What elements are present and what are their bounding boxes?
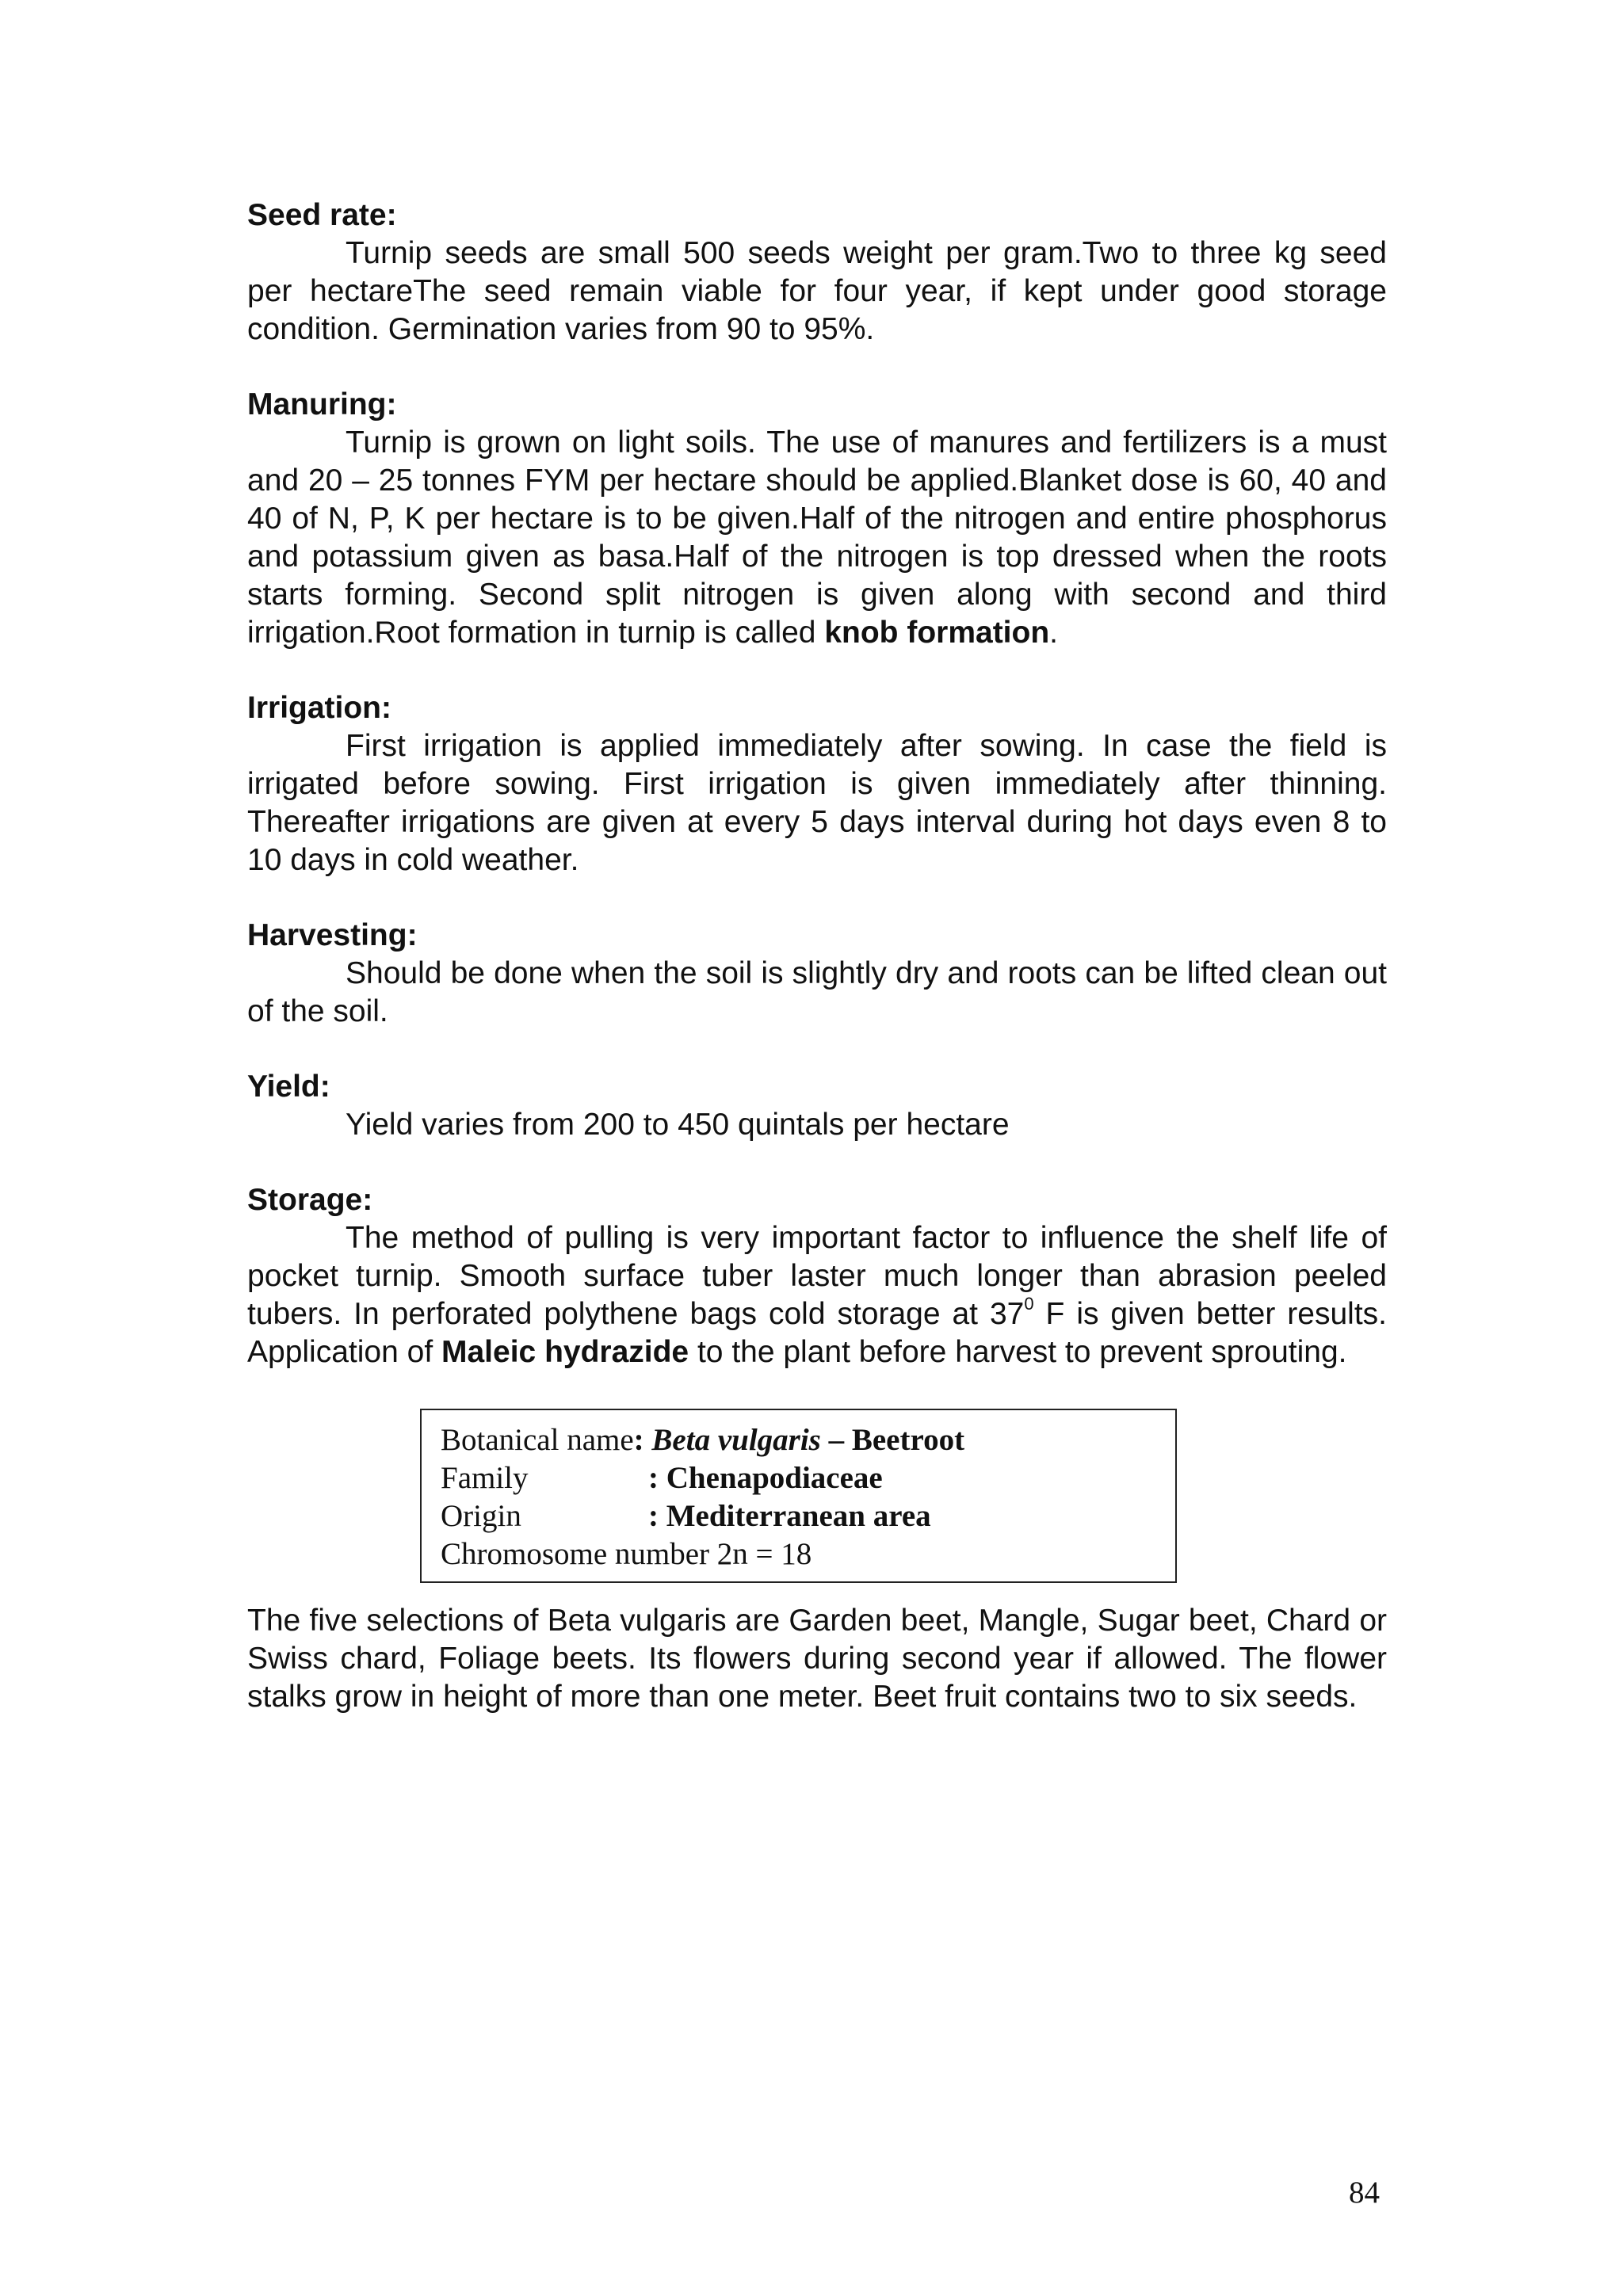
manuring-bold-term: knob formation	[824, 616, 1050, 650]
seed-rate-heading: Seed rate:	[247, 198, 397, 232]
seed-rate-text: Turnip seeds are small 500 seeds weight per gram.Two to three kg seed per hectareThe seed remain viable for four year, if kept under good storage condition. Germination varies from 90 to 95%.	[247, 236, 1387, 346]
botanical-name-common: – Beetroot	[820, 1423, 965, 1457]
irrigation-text: First irrigation is applied immediately after sowing. In case the field is irrigated before sowing. First irrigation is given immediately after thinning. Thereafter irrigations are given at every 5 days interval during hot days even 8 to 10 days in cold weather.	[247, 729, 1387, 877]
yield-heading: Yield:	[247, 1070, 330, 1104]
section-yield	[247, 1068, 1387, 1144]
manuring-text-main: Turnip is grown on light soils. The use of manures and fertilizers is a must and 20 – 25 tonnes FYM per hectare should be applied.Blanket dose is 60, 40 and 40 of N, P, K per hectare is to be given.Half of the nitrogen and entire phosphorus and potassium given as basa.Half of the nitrogen is top dressed when the roots starts forming. Second split nitrogen is given along with second and third irrigation.Root formation in turnip is called	[247, 425, 1387, 650]
storage-superscript: 0	[1024, 1294, 1034, 1314]
storage-text-part1: The method of pulling is very important factor to influence the shelf life of pocket turnip. Smooth surface tuber laster much longer than abrasion peeled tubers. In perforated polythene bags cold storage at 37	[247, 1221, 1387, 1331]
chromosome-row: Chromosome number 2n = 18	[441, 1537, 812, 1571]
page-number: 84	[1349, 2176, 1380, 2210]
closing-paragraph: The five selections of Beta vulgaris are Garden beet, Mangle, Sugar beet, Chard or Swiss chard, Foliage beets. Its flowers during second year if allowed. The flower stalks grow in height of more than one meter. Beet fruit contains two to six seeds.	[247, 1604, 1387, 1714]
botanical-name-scientific: Beta vulgaris	[651, 1423, 821, 1457]
manuring-text-end: .	[1049, 616, 1059, 650]
section-seed-rate	[247, 196, 1387, 349]
botanical-info-box	[420, 1409, 1177, 1583]
storage-heading: Storage:	[247, 1183, 373, 1217]
origin-label: Origin	[441, 1499, 521, 1533]
family-value: : Chenapodiaceae	[648, 1461, 883, 1495]
section-irrigation	[247, 689, 1387, 879]
page-content	[247, 196, 1387, 1747]
family-row	[441, 1459, 1156, 1497]
section-manuring	[247, 386, 1387, 652]
botanical-name-label: Botanical name	[441, 1423, 634, 1457]
manuring-heading: Manuring:	[247, 387, 397, 421]
botanical-name-row	[441, 1421, 1156, 1459]
section-storage	[247, 1181, 1387, 1371]
family-label: Family	[441, 1461, 529, 1495]
origin-value: : Mediterranean area	[648, 1499, 931, 1533]
harvesting-text: Should be done when the soil is slightly dry and roots can be lifted clean out of the soil.	[247, 956, 1387, 1028]
irrigation-heading: Irrigation:	[247, 691, 391, 725]
storage-text-part2: F is given better results. Application of	[247, 1297, 1387, 1369]
origin-row	[441, 1497, 1156, 1535]
storage-text	[247, 1219, 1387, 1371]
section-harvesting	[247, 917, 1387, 1031]
botanical-name-colon: :	[633, 1423, 652, 1457]
manuring-text	[247, 424, 1387, 652]
harvesting-heading: Harvesting:	[247, 918, 418, 952]
yield-text: Yield varies from 200 to 450 quintals per hectare	[346, 1108, 1010, 1142]
storage-bold-term: Maleic hydrazide	[441, 1335, 689, 1369]
storage-text-part3: to the plant before harvest to prevent sprouting.	[689, 1335, 1347, 1369]
